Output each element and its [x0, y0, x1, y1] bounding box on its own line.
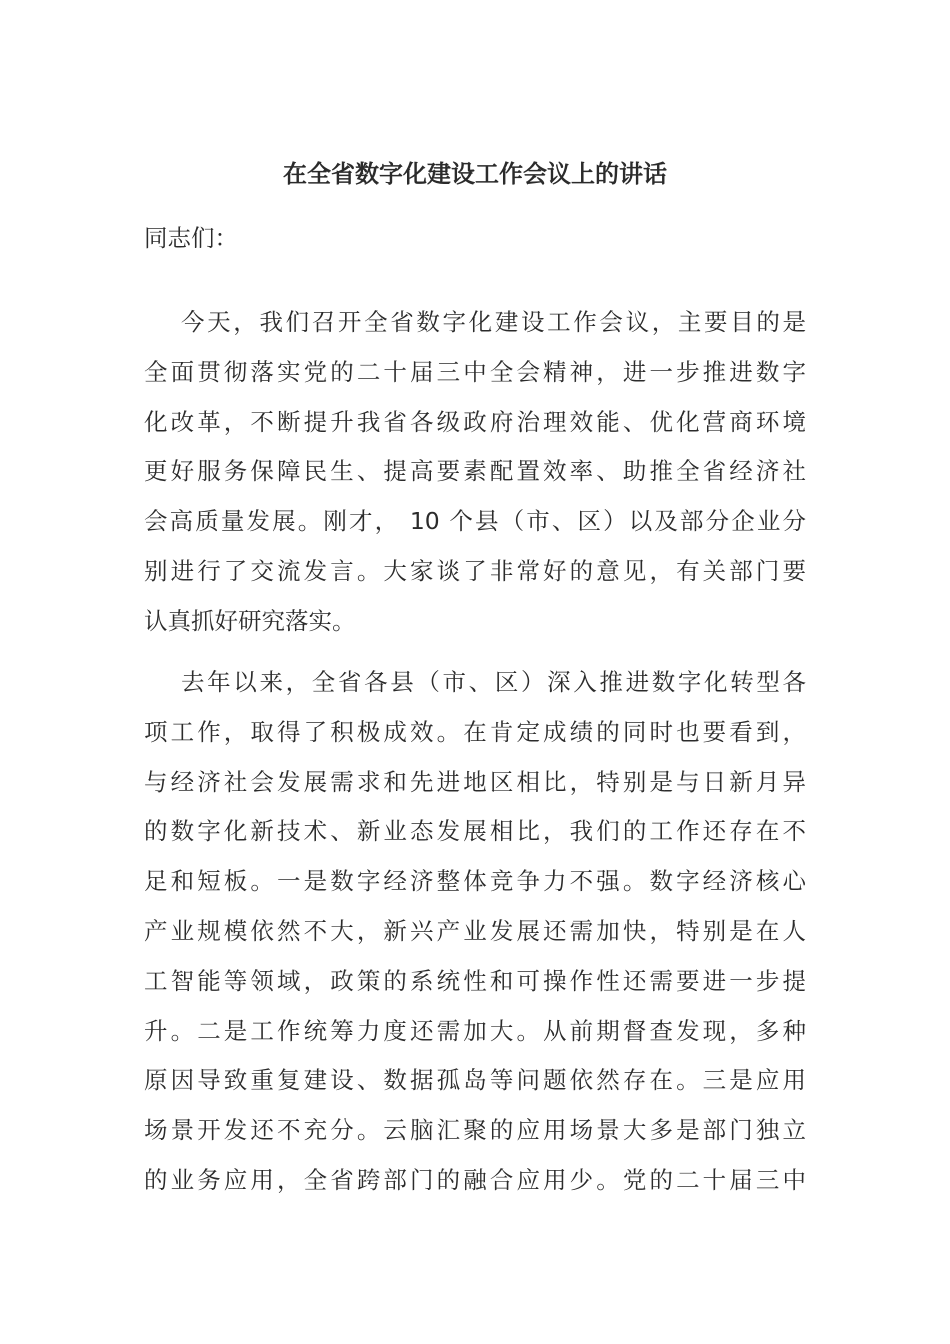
paragraph-line: 项工作，取得了积极成效。在肯定成绩的同时也要看到，: [144, 717, 806, 746]
paragraph-line: 原因导致重复建设、数据孤岛等问题依然存在。三是应用: [144, 1066, 806, 1095]
paragraph-line: 全面贯彻落实党的二十届三中全会精神，进一步推进数字: [144, 357, 806, 386]
paragraph-line: 足和短板。一是数字经济整体竞争力不强。数字经济核心: [144, 867, 806, 896]
paragraph-line: 与经济社会发展需求和先进地区相比，特别是与日新月异: [144, 767, 806, 796]
paragraph-line: 今天，我们召开全省数字化建设工作会议，主要目的是: [181, 308, 806, 336]
salutation: 同志们：: [144, 224, 238, 252]
paragraph-line: 更好服务保障民生、提高要素配置效率、助推全省经济社: [144, 457, 806, 486]
paragraph-line: 化改革，不断提升我省各级政府治理效能、优化营商环境: [144, 407, 806, 436]
paragraph-line: 认真抓好研究落实。: [144, 606, 356, 635]
paragraph-line: 产业规模依然不大，新兴产业发展还需加快，特别是在人: [144, 916, 806, 945]
paragraph-line: 别进行了交流发言。大家谈了非常好的意见，有关部门要: [144, 556, 806, 585]
paragraph-1: [144, 298, 806, 647]
document-title: 在全省数字化建设工作会议上的讲话: [283, 160, 667, 188]
paragraph-2: [144, 658, 806, 1206]
paragraph-line: 会高质量发展。刚才， 10 个县（市、区）以及部分企业分: [144, 507, 806, 536]
paragraph-line: 的数字化新技术、新业态发展相比，我们的工作还存在不: [144, 817, 806, 846]
paragraph-line: 的业务应用，全省跨部门的融合应用少。党的二十届三中: [144, 1165, 806, 1194]
paragraph-line: 升。二是工作统筹力度还需加大。从前期督查发现，多种: [144, 1016, 806, 1045]
paragraph-line: 场景开发还不充分。云脑汇聚的应用场景大多是部门独立: [144, 1116, 806, 1145]
paragraph-line: 去年以来，全省各县（市、区）深入推进数字化转型各: [181, 668, 806, 696]
paragraph-line: 工智能等领域，政策的系统性和可操作性还需要进一步提: [144, 966, 806, 995]
